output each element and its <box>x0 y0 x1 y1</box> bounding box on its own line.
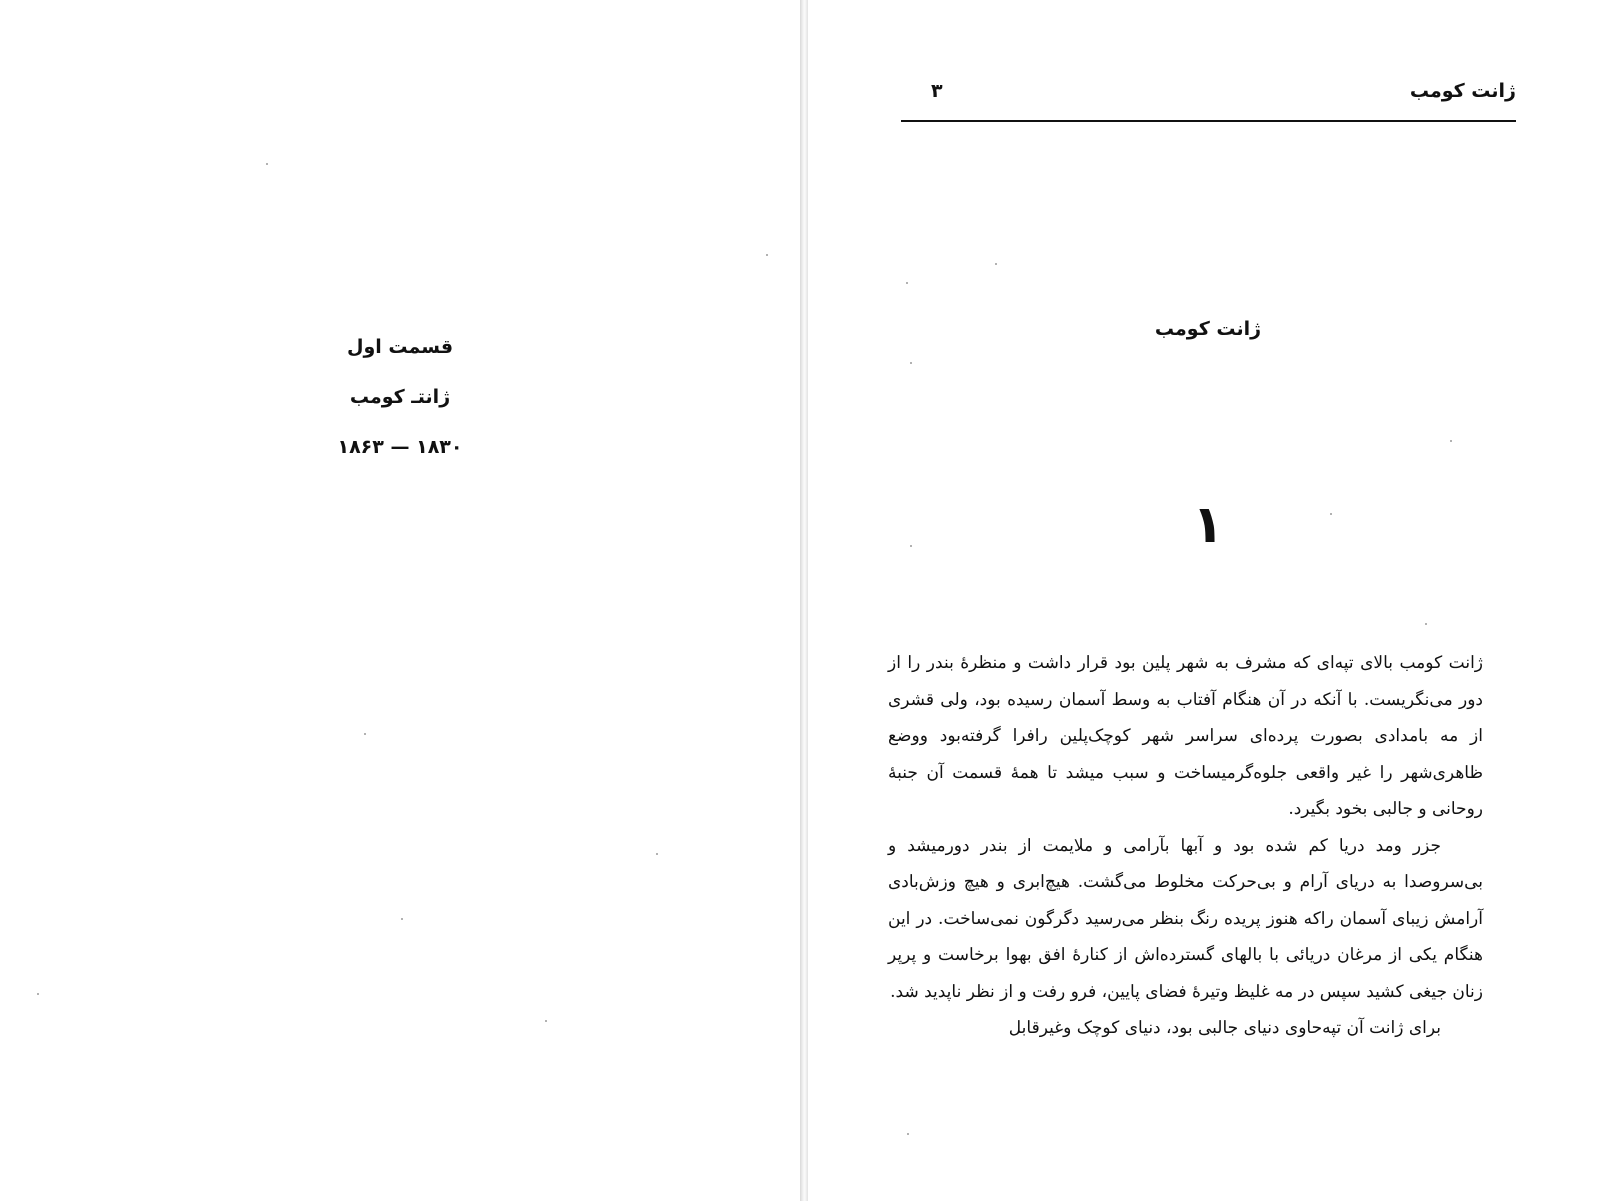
running-header <box>901 80 1516 114</box>
scan-speck <box>766 254 768 256</box>
part-years: ۱۸۳۰ — ۱۸۶۳ <box>337 436 463 458</box>
scan-speck <box>364 733 366 735</box>
scan-speck <box>906 282 908 284</box>
running-title: ژانت کومب <box>1409 80 1516 102</box>
scan-speck <box>910 362 912 364</box>
scan-speck <box>266 163 268 165</box>
paragraph: برای ژانت آن تپه‌حاوی دنیای جالبی بود، دنیای کوچک وغیرقابل <box>1008 1018 1441 1038</box>
body-text <box>888 645 1483 1047</box>
scan-speck <box>910 545 912 547</box>
scan-speck <box>37 993 39 995</box>
scan-speck <box>1425 623 1427 625</box>
page-number: ۳ <box>931 80 943 102</box>
right-page <box>808 0 1600 1201</box>
book-gutter <box>800 0 808 1201</box>
part-label: قسمت اول <box>346 336 454 358</box>
scan-speck <box>1330 513 1332 515</box>
paragraph: جزر ومد دریا کم شده بود و آبها بآرامی و ملایمت از بندر دورمیشد و بی‌سروصدا به دریای آرام و بی‌حرکت مخلوط می‌گشت. هیچ‌ابری و هیچ وزش‌بادی آرامش زیبای آسمان راکه هنوز پریده رنگ بنظر می‌رسید دگرگون نمی‌ساخت. در این هنگام یکی از مرغان دریائی با بالهای گسترده‌اش از کنارهٔ افق بهوا برخاست و پرپر زنان جیغی کشید سپس در مه غلیظ وتیرهٔ فضای پایین، فرو رفت و از نظر ناپدید شد. <box>888 835 1483 1002</box>
scan-speck <box>907 1133 909 1135</box>
part-title-block <box>300 335 500 485</box>
chapter-number: ۱ <box>1192 495 1224 555</box>
scan-speck <box>545 1020 547 1022</box>
scan-speck <box>1450 440 1452 442</box>
scan-speck <box>995 263 997 265</box>
scan-speck <box>401 918 403 920</box>
scan-speck <box>656 853 658 855</box>
part-title: ژانتـ کومب <box>349 386 451 408</box>
chapter-title: ژانت کومب <box>1154 318 1262 340</box>
header-rule <box>901 120 1516 122</box>
paragraph: ژانت کومب بالای تپه‌ای که مشرف به شهر پلین بود قرار داشت و منظرهٔ بندر را از دور می‌نگریست. با آنکه در آن هنگام آفتاب به وسط آسمان رسیده بود، ولی قشری از مه بامدادی بصورت پرده‌ای سراسر شهر کوچک‌پلین رافرا گرفته‌بود ووضع ظاهری‌شهر را غیر واقعی جلوه‌گرمیساخت و سبب میشد تا همهٔ قسمت آن جنبهٔ روحانی و جالبی بخود بگیرد. <box>888 653 1483 819</box>
